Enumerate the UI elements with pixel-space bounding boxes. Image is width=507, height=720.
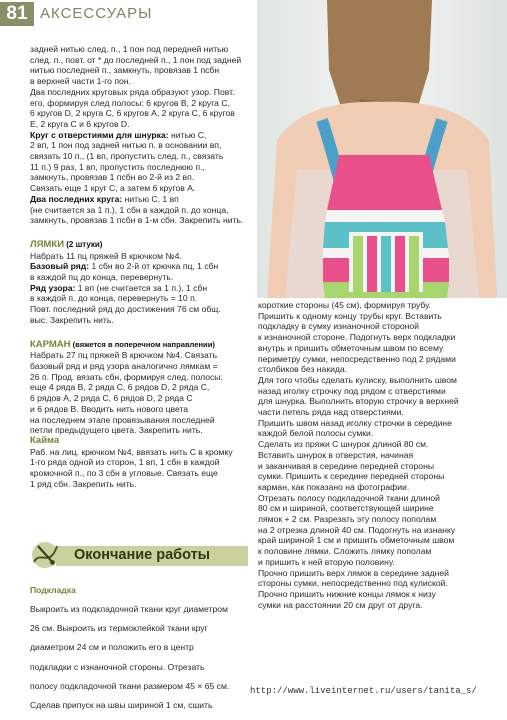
pattern-line: его, формируя след полосы: 6 кругов В, 2 круга С,	[30, 97, 230, 108]
right-line: и пришить к ней вторую половину.	[258, 556, 395, 567]
edging-line: 1 ряд сбн. Закрепить нить.	[30, 478, 137, 489]
holes-line: 11 п.) 9 раз, 1 вп, пропустить последнюю п.,	[30, 161, 205, 172]
straps-qty: (2 штуки)	[64, 239, 103, 249]
lining-line: полосу подкладочной ткани размером 45 × 65 см.	[30, 681, 230, 692]
intro-line: след. п., повт. от * до последней п., 1 пон под задней	[30, 54, 242, 65]
pocket-line: на последнем этапе провязывания последней	[30, 414, 215, 425]
right-line: и заканчивая в середине передней стороны	[258, 460, 435, 471]
right-line: Пришить швом назад иголку строчки в середине	[258, 417, 452, 428]
straps-heading	[30, 239, 246, 251]
right-line: каждой белой полосы сумки.	[258, 428, 374, 439]
right-line: карман, как показано на фотографии.	[258, 481, 410, 492]
right-line: внутрь и пришить обметочным швом по всему	[258, 342, 444, 353]
edging-line: кромочной п., по 3 сбн в угловые. Связать еще	[30, 468, 218, 479]
right-line: Пришить к одному концу трубы круг. Вставить	[258, 310, 442, 321]
pocket-line: 26 п. Прод. вязать сбн, формируя след. полосы:	[30, 371, 223, 382]
right-line: Прочно пришить верх лямок в середине задней	[258, 567, 449, 578]
pocket-title: КАРМАН	[30, 338, 71, 350]
pocket-line: 6 рядов А, 2 ряда С, 6 рядов D, 2 ряда С	[30, 393, 193, 404]
edging-line: 1-го ряда одной из сторон, 1 вп, 1 сбн в каждой	[30, 457, 220, 468]
right-line: подкладку в сумку изнаночной стороной	[258, 321, 419, 332]
pattern-row-paragraph	[30, 283, 246, 294]
right-line: Для того чтобы сделать кулиску, выполнить швом	[258, 374, 457, 385]
right-line: столбиков без накида.	[258, 364, 348, 375]
pattern-row-title: Ряд узора:	[30, 282, 76, 293]
pocket-heading	[30, 339, 246, 351]
pattern-line: Е, 2 круга С и 6 кругов D.	[30, 118, 130, 129]
base-row-line: 1 сбн во 2-й от крючка пц, 1 сбн	[89, 261, 219, 272]
lining-line: Выкроить из подкладочной ткани круг диаметром	[30, 603, 228, 614]
right-line: назад иголку строчку под рядом с отверстиями	[258, 385, 446, 396]
pattern-row-line: 1 вп (не считается за 1 п.), 1 сбн	[75, 282, 208, 293]
right-line: сумки на расстоянии 20 см друг от друга.	[258, 599, 423, 610]
base-row-title: Базовый ряд:	[30, 261, 90, 272]
lining-line: Сделав припуск на швы шириной 1 см, сшить	[30, 700, 213, 711]
right-line: лямок + 2 см. Разрезать эту полосу пополам	[258, 514, 437, 525]
banner-title: Окончание работы	[74, 547, 211, 563]
last-rounds-line: (не считается за 1 п.), 1 сбн в каждой п. до конца,	[30, 204, 229, 215]
holes-line: Связать еще 1 круг С, а затем 6 кругов А.	[30, 183, 196, 194]
intro-line: задней нитью след. п., 1 пон под передней нитью	[30, 44, 229, 54]
left-column	[30, 44, 246, 489]
pattern-line: 6 кругов D, 2 круга С, 6 кругов А, 2 круга С, 6 кругов	[30, 108, 235, 119]
right-column	[258, 300, 470, 610]
right-line: к половине лямки. Сложить лямку пополам	[258, 546, 432, 557]
lining-section	[30, 576, 246, 720]
right-line: Сделать из пряжи С шнурок длиной 80 см.	[258, 439, 429, 450]
girl-with-backpack-image	[257, 0, 507, 298]
pocket-line: Набрать 27 пц пряжей В крючком №4. Связать	[30, 350, 218, 361]
straps-line: Набрать 11 пц пряжей В крючком №4.	[30, 250, 182, 261]
right-line: к изнаночной стороне. Подогнуть верх подкладки	[258, 332, 456, 343]
right-line: край шириной 1 см и пришить обметочным швом	[258, 535, 455, 546]
holes-title: Круг с отверстиями для шнурка:	[30, 129, 169, 140]
needle-and-thread-icon	[30, 540, 62, 570]
intro-line: в верхней части 1-го пон.	[30, 76, 131, 87]
right-line: короткие стороны (45 см), формируя трубу.	[258, 300, 431, 310]
base-row-line: в каждой пц до конца, перевернуть.	[30, 272, 174, 283]
pattern-row-line: выс. Закрепить нить.	[30, 314, 114, 325]
last-rounds-line: нитью С, 1 вп	[122, 193, 179, 204]
last-rounds-title: Два последних круга:	[30, 193, 123, 204]
last-rounds-paragraph	[30, 194, 246, 205]
last-rounds-line: замкнуть, провязав 1 псбн в 1-м сбн. Закрепить нить.	[30, 215, 244, 226]
pocket-line: петли предыдущего цвета. Закрепить нить.	[30, 425, 203, 436]
pattern-line: Два последних круговых ряда образуют узор. Повт.	[30, 86, 235, 97]
source-url: http://www.liveinternet.ru/users/tanita_s/	[250, 686, 477, 696]
right-line: стороны сумки, непосредственно под кулиской.	[258, 578, 448, 589]
pattern-row-line: в каждой п. до конца, перевернуть = 10 п.	[30, 293, 198, 304]
pocket-line: еще 4 ряда В, 2 ряда С, 6 рядов D, 2 ряда С,	[30, 382, 210, 393]
holes-line: 2 вп, 1 пон под задней нитью п. в основании вп,	[30, 140, 222, 151]
section-banner	[30, 540, 248, 570]
section-title: АКСЕССУАРЫ	[40, 5, 153, 22]
right-line: части петель ряда над отверстиями.	[258, 407, 404, 418]
right-line: для шнурка. Выполнить вторую строчку в верхней	[258, 396, 459, 407]
lining-line: подкладки с изнаночной стороны. Отрезать	[30, 661, 205, 672]
lining-line: 26 см. Выкроить из термоклейкой ткани круг	[30, 623, 208, 634]
intro-line: нитью последней п., замкнуть, провязав 1 псбн	[30, 65, 220, 76]
right-line: периметру сумки, непосредственно под 2 рядами	[258, 353, 456, 364]
right-line: 80 см и шириной, соответствующей ширине	[258, 503, 434, 514]
pocket-line: базовый ряд и ряд узора аналогично лямкам =	[30, 360, 218, 371]
right-line: на 2 отрезка длиной 40 см. Подогнуть на изнанку	[258, 524, 456, 535]
right-line: Вставить шнурок в отверстия, начиная	[258, 449, 414, 460]
product-photo	[257, 0, 507, 298]
pocket-line: и 6 рядов В. Вводить нить нового цвета	[30, 403, 189, 414]
base-row-paragraph	[30, 261, 246, 272]
holes-line: замкнуть, провязав 1 псбн во 2-й из 2 вп.	[30, 172, 195, 183]
holes-line: нитью С,	[168, 129, 207, 140]
right-line: сумки. Пришить к середине передней стороны	[258, 471, 445, 482]
right-line: Прочно пришить нижние концы лямок к низу	[258, 588, 436, 599]
pattern-row-line: Повт. последний ряд до достижения 76 см общ.	[30, 304, 221, 315]
lining-title: Подкладка	[30, 584, 76, 595]
edging-line: Раб. на лиц. крючком №4, ввязать нить С в кромку	[30, 446, 233, 457]
edging-title: Кайма	[30, 434, 60, 446]
lining-line: диаметром 24 см и положить его в центр	[30, 642, 194, 653]
straps-title: ЛЯМКИ	[30, 238, 65, 250]
holes-line: связать 10 п., (1 вп, пропустить след. п., связать	[30, 151, 224, 162]
pocket-note: (вяжется в поперечном направлении)	[70, 339, 215, 349]
holes-paragraph	[30, 130, 246, 141]
right-line: Отрезать полосу подкладочной ткани длиной	[258, 492, 440, 503]
page-number: 81	[0, 2, 34, 26]
